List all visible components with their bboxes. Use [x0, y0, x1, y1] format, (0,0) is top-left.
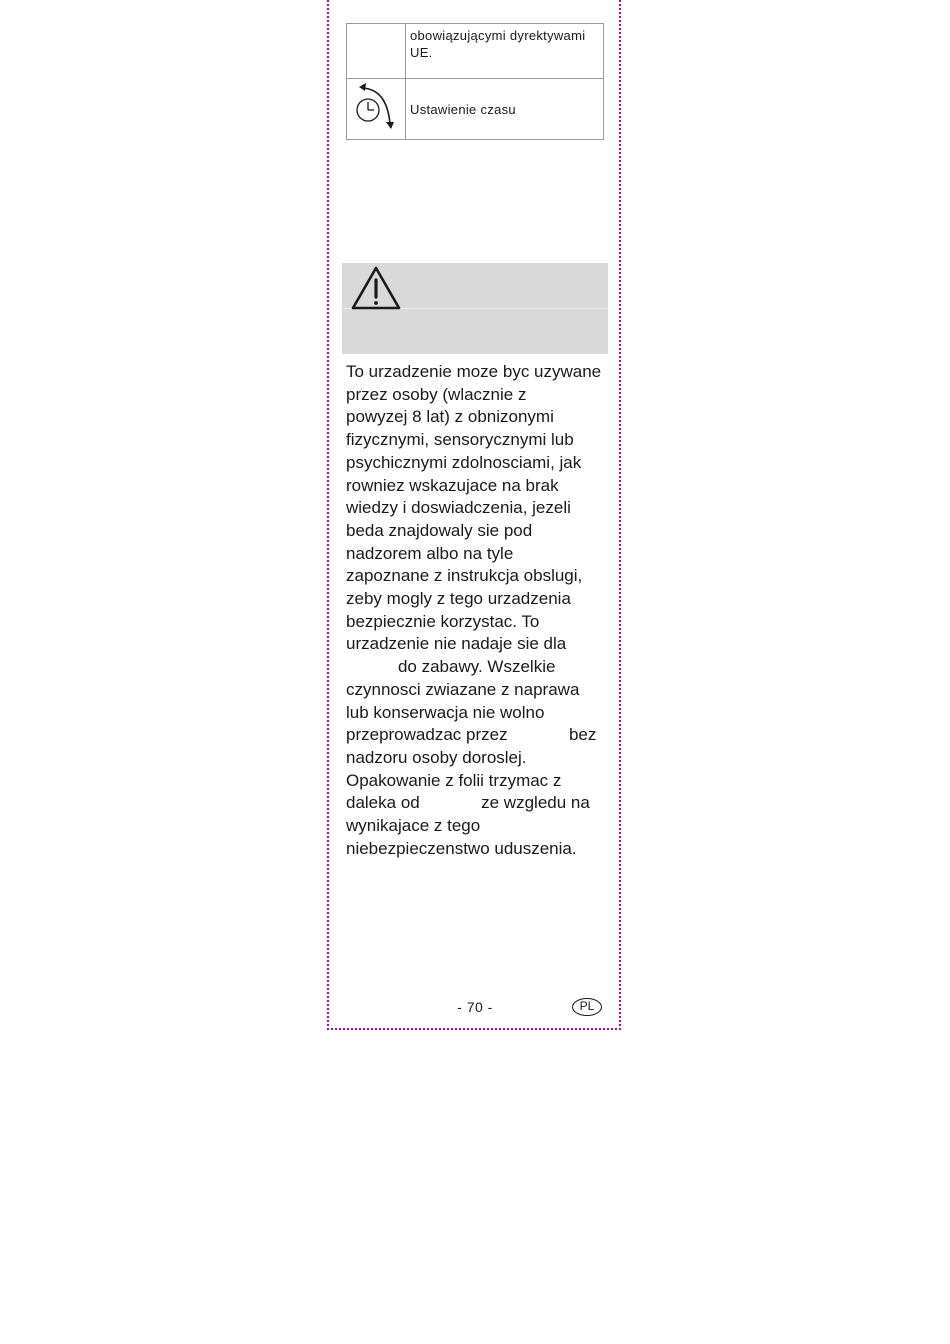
- page-number: - 70 -: [457, 999, 493, 1015]
- text-line: czynnosci zwiazane z naprawa: [346, 679, 580, 699]
- text-line: rowniez wskazujace na brak: [346, 475, 559, 495]
- text-line: niebezpieczenstwo uduszenia.: [346, 838, 577, 858]
- clock-rotate-icon: [347, 79, 405, 133]
- symbol-description: obowiązującymi dyrektywami UE.: [406, 24, 604, 79]
- text-line: beda znajdowaly sie pod: [346, 520, 533, 540]
- text-line: psychicznymi zdolnosciami, jak: [346, 452, 582, 472]
- text-line: nadzorem albo na tyle: [346, 543, 514, 563]
- text-line: powyzej 8 lat) z obnizonymi: [346, 407, 554, 427]
- text-line: To urzadzenie moze byc uzywane: [346, 362, 602, 381]
- warning-box: [342, 263, 608, 354]
- text-line: fizycznymi, sensorycznymi lub: [346, 430, 574, 450]
- text-line: wiedzy i doswiadczenia, jezeli: [346, 498, 571, 518]
- warning-triangle-icon: [350, 265, 402, 311]
- text-line: bezpiecznie korzystac. To: [346, 611, 540, 631]
- text-line: daleka od ze wzgledu na: [346, 793, 590, 813]
- symbol-table: [346, 23, 604, 140]
- text-line: przez osoby (wlacznie z: [346, 384, 527, 404]
- table-row: [347, 24, 604, 79]
- text-line: lub konserwacja nie wolno: [346, 702, 545, 722]
- text-line: urzadzenie nie nadaje sie dla: [346, 634, 567, 654]
- text-line: do zabawy. Wszelkie: [346, 657, 556, 677]
- safety-notice-text: [346, 361, 608, 860]
- empty-icon-cell: [347, 24, 406, 79]
- text-line: wynikajace z tego: [346, 816, 481, 836]
- text-line: zeby mogly z tego urzadzenia: [346, 589, 571, 609]
- symbol-description: Ustawienie czasu: [406, 79, 604, 140]
- table-row: [347, 79, 604, 140]
- text-line: zapoznane z instrukcja obslugi,: [346, 566, 583, 586]
- language-badge: PL: [572, 998, 602, 1016]
- text-line: nadzoru osoby doroslej.: [346, 747, 527, 767]
- text-line: Opakowanie z folii trzymac z: [346, 770, 562, 790]
- text-line: przeprowadzac przez bez: [346, 725, 597, 745]
